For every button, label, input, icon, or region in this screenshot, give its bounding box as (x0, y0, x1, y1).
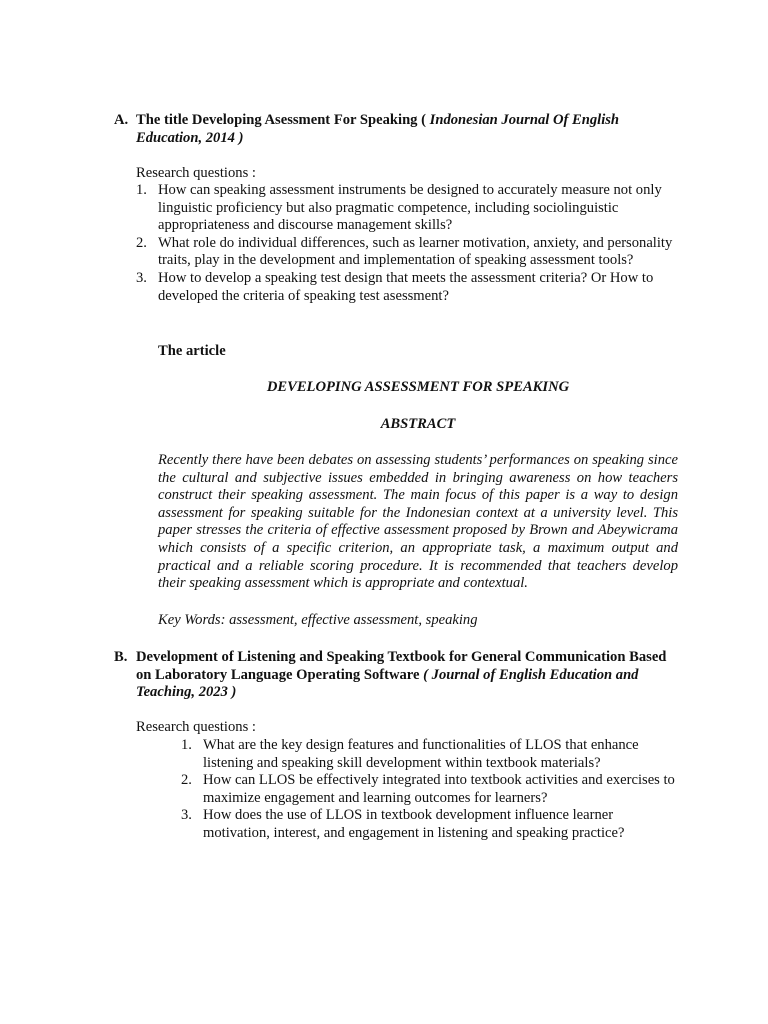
list-item (136, 269, 676, 305)
section-b-marker: B. (114, 649, 128, 665)
question-number: 1. (136, 182, 147, 198)
section-a-questions (136, 182, 676, 305)
section-a-title-text: The title Developing Asessment For Speaking ( (136, 112, 426, 128)
abstract-text: Recently there have been debates on assessing students’ performances on speaking since the cultural and subjective issues embedded in bringing awareness on how teachers construct their speaking assessment. The main focus of this paper is a way to design assessment for speaking suitable for the Indonesian context at a university level. This paper stresses the criteria of effective assessment proposed by Brown and Abeywicrama which consists of a specific criterion, an appropriate task, a maximum output and practical and a reliable scoring procedure. It is recommended that teachers develop their speaking assessment which is appropriate and contextual. (158, 452, 678, 592)
question-text: What are the key design features and functionalities of LLOS that enhance listening and speaking skill development within textbook materials? (203, 737, 639, 771)
section-a-title (136, 112, 656, 147)
list-item (136, 182, 676, 235)
section-a-journal: Indonesian Journal Of English Education, 2014 ) (136, 112, 620, 146)
section-b-title (136, 649, 676, 702)
section-b-title-text: Development of Listening and Speaking Textbook for General Communication Based on Laboratory Language Operating Software (136, 649, 667, 683)
question-text: How can LLOS be effectively integrated into textbook activities and exercises to maximize engagement and learning outcomes for learners? (203, 772, 675, 806)
keywords: Key Words: assessment, effective assessment, speaking (158, 612, 478, 628)
question-text: How to develop a speaking test design that meets the assessment criteria? Or How to developed the criteria of speaking test asessment? (158, 269, 654, 304)
list-item (181, 737, 681, 772)
question-number: 2. (136, 234, 147, 251)
question-text: How does the use of LLOS in textbook development influence learner motivation, interest, and engagement in listening and speaking practice? (203, 807, 625, 841)
section-b-rq-label: Research questions : (136, 719, 256, 735)
section-a-marker: A. (114, 112, 129, 128)
section-b-journal: ( Journal of English Education and Teaching, 2023 ) (136, 666, 639, 701)
article-title: DEVELOPING ASSESSMENT FOR SPEAKING (266, 379, 570, 395)
abstract-heading: ABSTRACT (380, 416, 456, 432)
section-b-questions (181, 737, 681, 843)
list-item (136, 234, 676, 270)
question-number: 3. (181, 807, 192, 824)
list-item (181, 807, 681, 842)
question-text: How can speaking assessment instruments be designed to accurately measure not only linguistic proficiency but also pragmatic competence, including sociolinguistic appropriateness and discourse management skills? (158, 182, 662, 234)
question-number: 3. (136, 269, 147, 286)
article-label: The article (158, 343, 226, 359)
question-number: 2. (181, 772, 192, 789)
question-number: 1. (181, 737, 192, 753)
list-item (181, 772, 681, 807)
section-a-rq-label: Research questions : (136, 165, 256, 181)
question-text: What role do individual differences, such as learner motivation, anxiety, and personality traits, play in the development and implementation of speaking assessment tools? (158, 234, 673, 269)
